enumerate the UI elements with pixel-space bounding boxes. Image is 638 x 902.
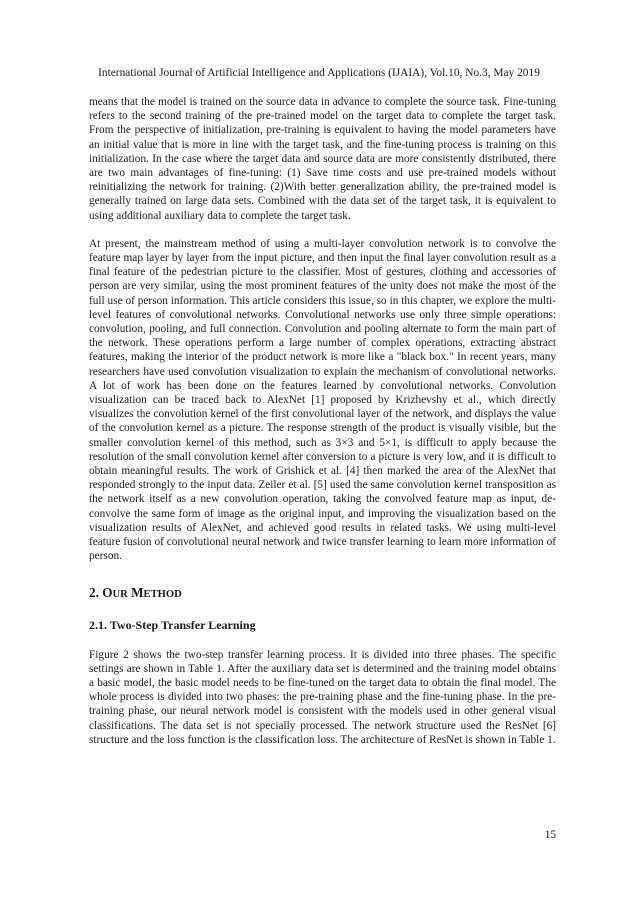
body-paragraph: means that the model is trained on the source data in advance to complete the source task. Fine-tuning refers to the second training of the pre-trained model on the target data to complete the target task. From the perspective of initialization, pre-training is equivalent to having the model parameters have an initial value that is more in line with the target task, and the fine-tuning process is training on this initialization. In the case where the target data and source data are more consistently distributed, there are two main advantages of fine-tuning: (1) Save time costs and use pre-trained models without reinitializing the network for training. (2)With better generalization ability, the pre-trained model is generally trained on large data sets. Combined with the data set of the target task, it is equivalent to using additional auxiliary data to complete the target task. <box>89 96 556 222</box>
section-title-initial: O <box>102 584 113 600</box>
section-title-smallcaps: ETHOD <box>143 588 182 600</box>
subsection-heading: 2.1. Two-Step Transfer Learning <box>89 617 256 632</box>
section-heading <box>89 585 556 603</box>
body-paragraph: At present, the mainstream method of using a multi-layer convolution network is to convolve the feature map layer by layer from the input picture, and then input the final layer convolution result as a final feature of the pedestrian picture to the classifier. Most of gestures, clothing and accessories of person are very similar, using the most prominent features of the unity does not make the most of the full use of person information. This article considers this issue, so in this chapter, we explore the multi-level features of convolutional networks. Convolutional networks use only three simple operations: convolution, pooling, and full connection. Convolution and pooling alternate to form the main part of the network. These operations perform a large number of complex operations, extracting abstract features, making the interior of the product network is more like a "black box." In recent years, many researchers have used convolution visualization to explain the mechanism of convolutional networks. A lot of work has been done on the features learned by convolutional networks. Convolution visualization can be traced back to AlexNet [1] proposed by Krizhevshy et al., which directly visualizes the convolution kernel of the first convolutional layer of the network, and displays the value of the convolution kernel as a picture. The response strength of the product is visually visible, but the smaller convolution kernel of this method, such as 3×3 and 5×1, is difficult to apply because the resolution of the small convolution kernel after conversion to a picture is very low, and it is difficult to obtain meaningful results. The work of Grishick et al. [4] then marked the area of the AlexNet that responded strongly to the input data. Zeiler et al. [5] used the same convolution kernel transposition as the network itself as a new convolution operation, taking the convolved feature map as input, de-convolve the same form of image as the original input, and improving the visualization based on the visualization results of AlexNet, and achieved good results in related tasks. We using multi-level feature fusion of convolutional neural network and twice transfer learning to learn more information of person. <box>89 237 556 563</box>
page-body <box>89 95 556 747</box>
body-paragraph: Figure 2 shows the two-step transfer learning process. It is divided into three phases. The specific settings are shown in Table 1. After the auxiliary data set is determined and the training model obtains a basic model, the basic model needs to be fine-tuned on the target data to obtain the final model. The whole process is divided into two phases: the pre-training phase and the fine-tuning phase. In the pre-training phase, our neural network model is consistent with the models used in other general visual classifications. The data set is not specially processed. The network structure used the ResNet [6] structure and the loss function is the classification loss. The architecture of ResNet is shown in Table 1. <box>89 648 556 746</box>
page-number: 15 <box>544 829 556 841</box>
section-title-initial: M <box>131 584 144 600</box>
section-number: 2. <box>89 584 99 600</box>
section-title-smallcaps: UR <box>112 588 128 600</box>
running-head: International Journal of Artificial Intelligence and Applications (IJAIA), Vol.10, No.3, May 2019 <box>98 67 540 79</box>
